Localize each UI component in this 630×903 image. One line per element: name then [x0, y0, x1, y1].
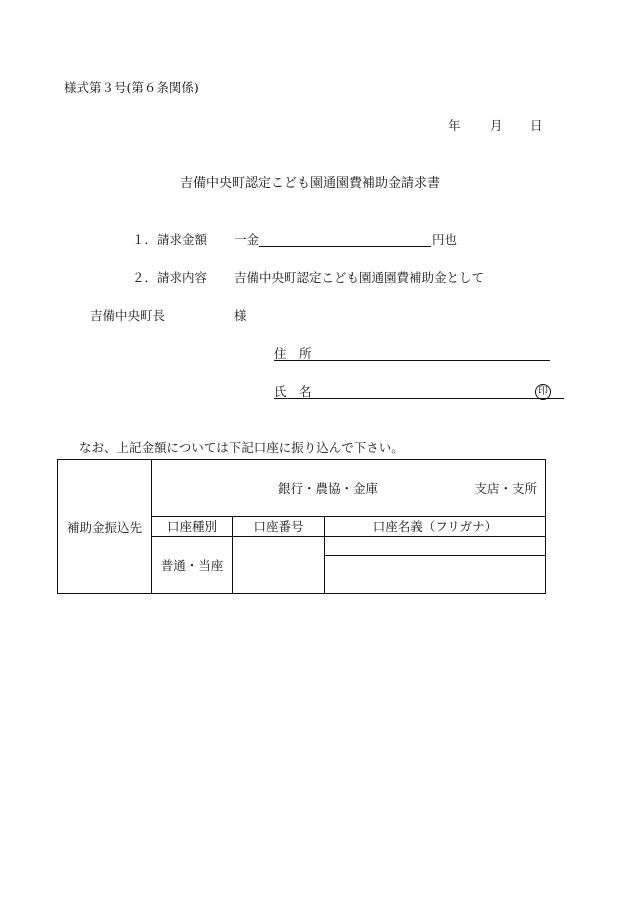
seal-mark: 印 [535, 384, 551, 400]
account-type-header: 口座種別 [152, 517, 233, 536]
name-field[interactable] [274, 398, 564, 399]
addressee-name: 吉備中央町長 [90, 308, 166, 323]
address-label: 住 所 [274, 346, 312, 361]
claim-amount-label: １．請求金額 [132, 232, 208, 247]
document-title: 吉備中央町認定こども園通園費補助金請求書 [180, 176, 441, 191]
account-type-cell[interactable]: 普通・当座 [152, 536, 233, 593]
claim-content-label: ２．請求内容 [132, 270, 208, 285]
date-month-label: 月 [490, 118, 503, 133]
transfer-note: なお、上記金額については下記口座に振り込んで下さい。 [79, 440, 404, 455]
account-holder-name-cell[interactable] [325, 555, 546, 593]
claim-amount-field[interactable] [259, 246, 431, 247]
name-label: 氏 名 [274, 384, 312, 399]
transfer-destination-header: 補助金振込先 [58, 460, 152, 594]
bank-account-table [57, 459, 546, 594]
branch-type-options: 支店・支所 [474, 481, 537, 497]
claim-amount-suffix: 円也 [432, 232, 458, 247]
address-field[interactable] [274, 360, 550, 361]
date-year-label: 年 [448, 118, 461, 133]
addressee-honorific: 様 [234, 308, 247, 323]
account-number-header: 口座番号 [233, 517, 325, 536]
account-number-cell[interactable] [233, 536, 325, 593]
bank-name-cell[interactable] [152, 460, 546, 517]
bank-type-options: 銀行・農協・金庫 [278, 481, 379, 497]
form-number: 様式第３号(第６条関係) [64, 80, 199, 95]
claim-content-text: 吉備中央町認定こども園通園費補助金として [234, 270, 485, 285]
date-day-label: 日 [530, 118, 543, 133]
claim-amount-prefix: 一金 [234, 232, 260, 247]
account-holder-kana-cell[interactable] [325, 536, 546, 555]
account-holder-header: 口座名義（フリガナ） [325, 517, 546, 536]
